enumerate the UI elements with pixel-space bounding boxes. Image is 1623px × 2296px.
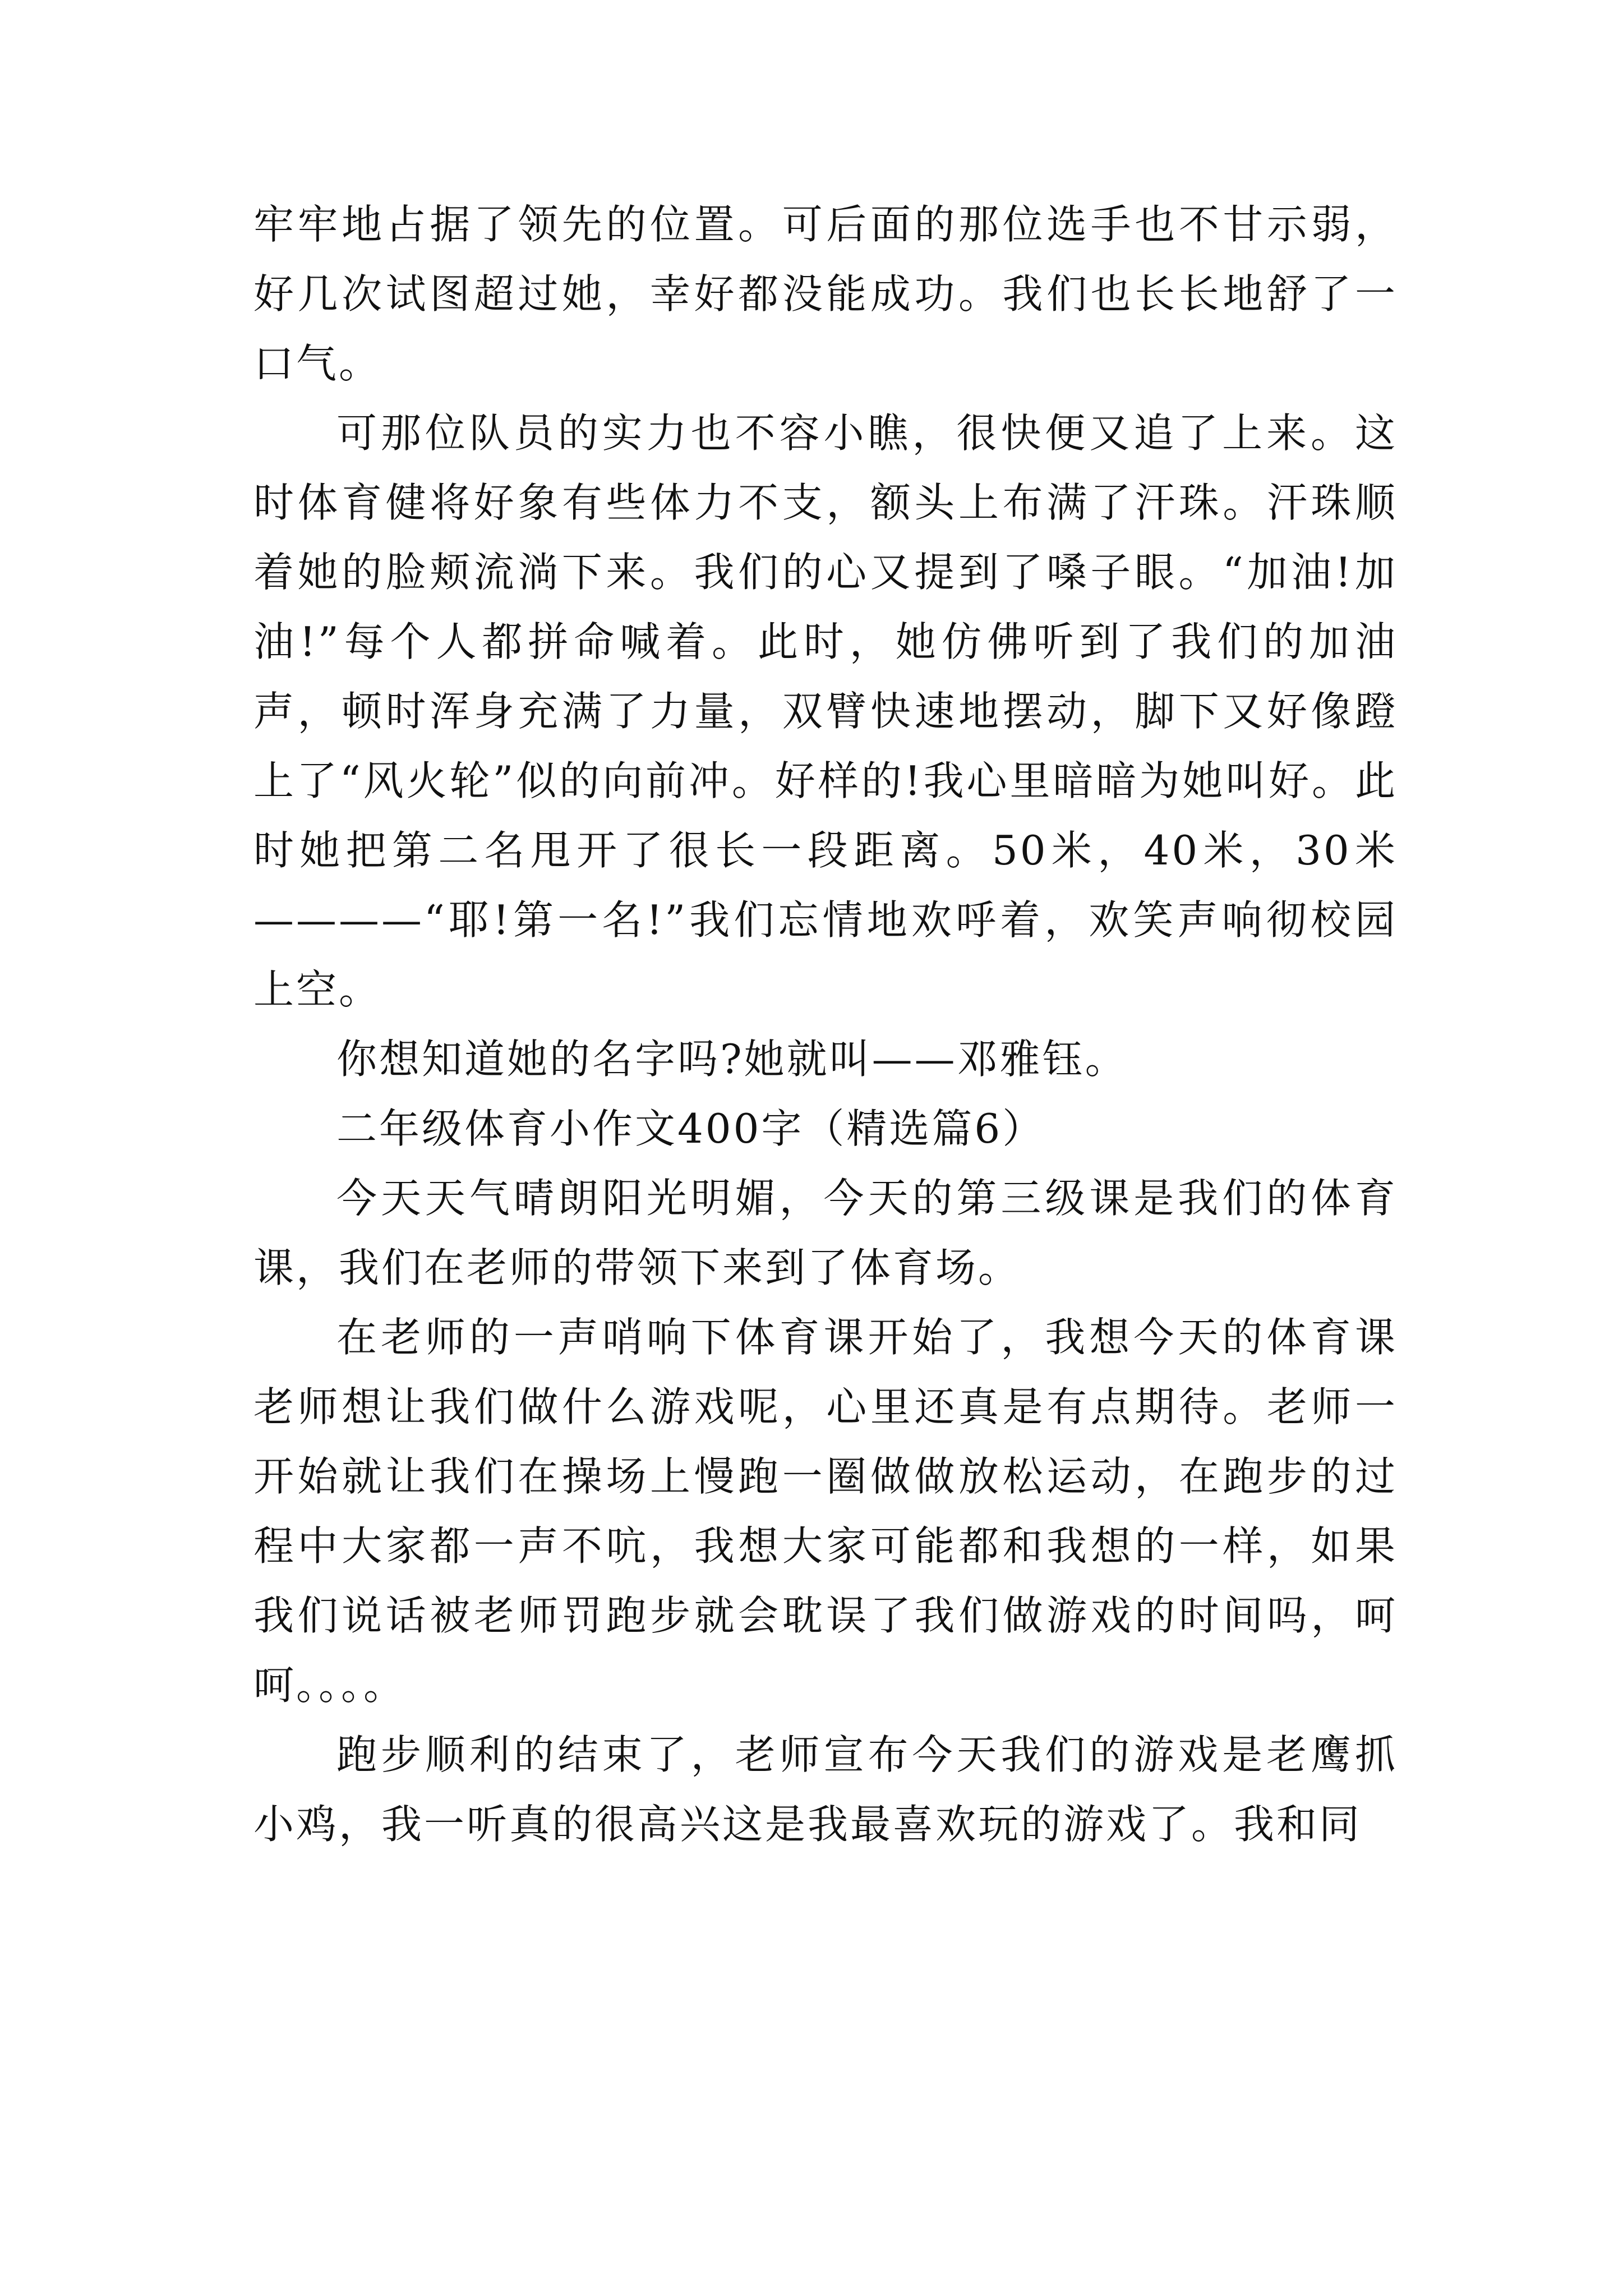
paragraph-3: 你想知道她的名字吗?她就叫——邓雅钰。 bbox=[336, 1036, 1128, 1083]
paragraph-5: 今天天气晴朗阳光明媚，今天的第三级课是我们的体育课，我们在老师的带领下来到了体育场。 bbox=[253, 1175, 1398, 1291]
paragraph-6: 在老师的一声哨响下体育课开始了，我想今天的体育课老师想让我们做什么游戏呢，心里还真是有点期待。老师一开始就让我们在操场上慢跑一圈做做放松运动，在跑步的过程中大家都一声不吭，我想大家可能都和我想的一样，如果我们说话被老师罚跑步就会耽误了我们做游戏的时间吗，呵呵。。。。 bbox=[253, 1314, 1398, 1709]
paragraph-7: 跑步顺利的结束了，老师宣布今天我们的游戏是老鹰抓小鸡，我一听真的很高兴这是我最喜欢玩的游戏了。我和同 bbox=[253, 1731, 1398, 1848]
paragraph-1: 牢牢地占据了领先的位置。可后面的那位选手也不甘示弱，好几次试图超过她，幸好都没能成功。我们也长长地舒了一口气。 bbox=[253, 201, 1398, 387]
document-body bbox=[253, 190, 1398, 1859]
section-heading: 二年级体育小作文400字（精选篇6） bbox=[336, 1105, 1045, 1152]
paragraph-2: 可那位队员的实力也不容小瞧，很快便又追了上来。这时体育健将好象有些体力不支，额头上布满了汗珠。汗珠顺着她的脸颊流淌下来。我们的心又提到了嗓子眼。“加油!加油!”每个人都拼命喊着。此时，她仿佛听到了我们的加油声，顿时浑身充满了力量，双臂快速地摆动，脚下又好像蹬上了“风火轮”似的向前冲。好样的!我心里暗暗为她叫好。此时她把第二名甩开了很长一段距离。50米，40米，30米————“耶!第一名!”我们忘情地欢呼着，欢笑声响彻校园上空。 bbox=[253, 409, 1398, 1013]
